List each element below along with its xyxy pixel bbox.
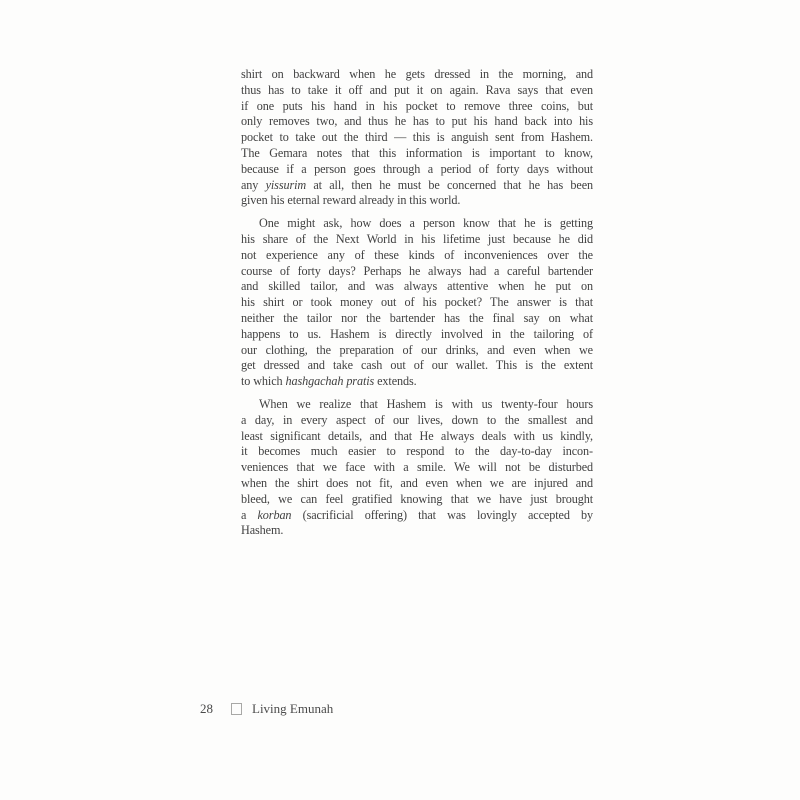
text-line: neither the tailor nor the bartender has the final say on what bbox=[241, 310, 593, 325]
text-line: thus has to take it off and put it on again. Rava says that even bbox=[241, 82, 593, 97]
italic-term: yissurim bbox=[265, 177, 307, 192]
text-line: least significant details, and that He always deals with us kindly, bbox=[241, 428, 593, 443]
text-line: One might ask, how does a person know that he is getting bbox=[259, 216, 593, 231]
text-line: a korban (sacrificial offering) that was lovingly accepted by bbox=[241, 507, 593, 522]
page-number: 28 bbox=[200, 701, 213, 716]
text-line: happens to us. Hashem is directly involved in the tailoring of bbox=[241, 326, 593, 341]
italic-term: hashgachah pratis bbox=[285, 374, 375, 389]
text-line: any yissurim at all, then he must be concerned that he has been bbox=[241, 177, 593, 192]
text-line: course of forty days? Perhaps he always had a careful bartender bbox=[241, 263, 593, 278]
text-line: it becomes much easier to respond to the day-to-day incon- bbox=[241, 444, 593, 459]
text-line: and skilled tailor, and was always attentive when he put on bbox=[241, 279, 593, 294]
text-line: if one puts his hand in his pocket to remove three coins, but bbox=[241, 98, 593, 113]
text-line: get dressed and take cash out of our wallet. This is the extent bbox=[241, 358, 593, 373]
text-line: When we realize that Hashem is with us twenty-four hours bbox=[259, 396, 593, 411]
text-line: shirt on backward when he gets dressed in the morning, and bbox=[241, 67, 593, 81]
text-line: when the shirt does not fit, and even when we are injured and bbox=[241, 475, 593, 490]
text-line: only removes two, and thus he has to put his hand back into his bbox=[241, 114, 593, 129]
open-square-icon bbox=[231, 703, 242, 715]
paragraph bbox=[241, 397, 593, 539]
text-line: bleed, we can feel gratified knowing that we have just brought bbox=[241, 491, 593, 506]
book-title: Living Emunah bbox=[252, 701, 334, 716]
text-line: Hashem. bbox=[241, 523, 284, 538]
paragraph bbox=[241, 67, 593, 209]
text-line: our clothing, the preparation of our drinks, and even when we bbox=[241, 342, 593, 357]
page-footer bbox=[200, 701, 333, 717]
text-line: not experience any of these kinds of inconveniences over the bbox=[241, 247, 593, 262]
body-text bbox=[241, 67, 593, 546]
italic-term: korban bbox=[257, 507, 292, 522]
paragraph bbox=[241, 216, 593, 390]
text-line: because if a person goes through a period of forty days without bbox=[241, 161, 593, 176]
text-line: his shirt or took money out of his pocket? The answer is that bbox=[241, 295, 593, 310]
text-line: veniences that we face with a smile. We will not be disturbed bbox=[241, 460, 593, 475]
text-line: to which hashgachah pratis extends. bbox=[241, 374, 417, 389]
text-line: The Gemara notes that this information is important to know, bbox=[241, 145, 593, 160]
text-line: pocket to take out the third — this is anguish sent from Hashem. bbox=[241, 130, 593, 145]
text-line: given his eternal reward already in this world. bbox=[241, 193, 461, 208]
text-line: his share of the Next World in his lifetime just because he did bbox=[241, 231, 593, 246]
text-line: a day, in every aspect of our lives, down to the smallest and bbox=[241, 412, 593, 427]
